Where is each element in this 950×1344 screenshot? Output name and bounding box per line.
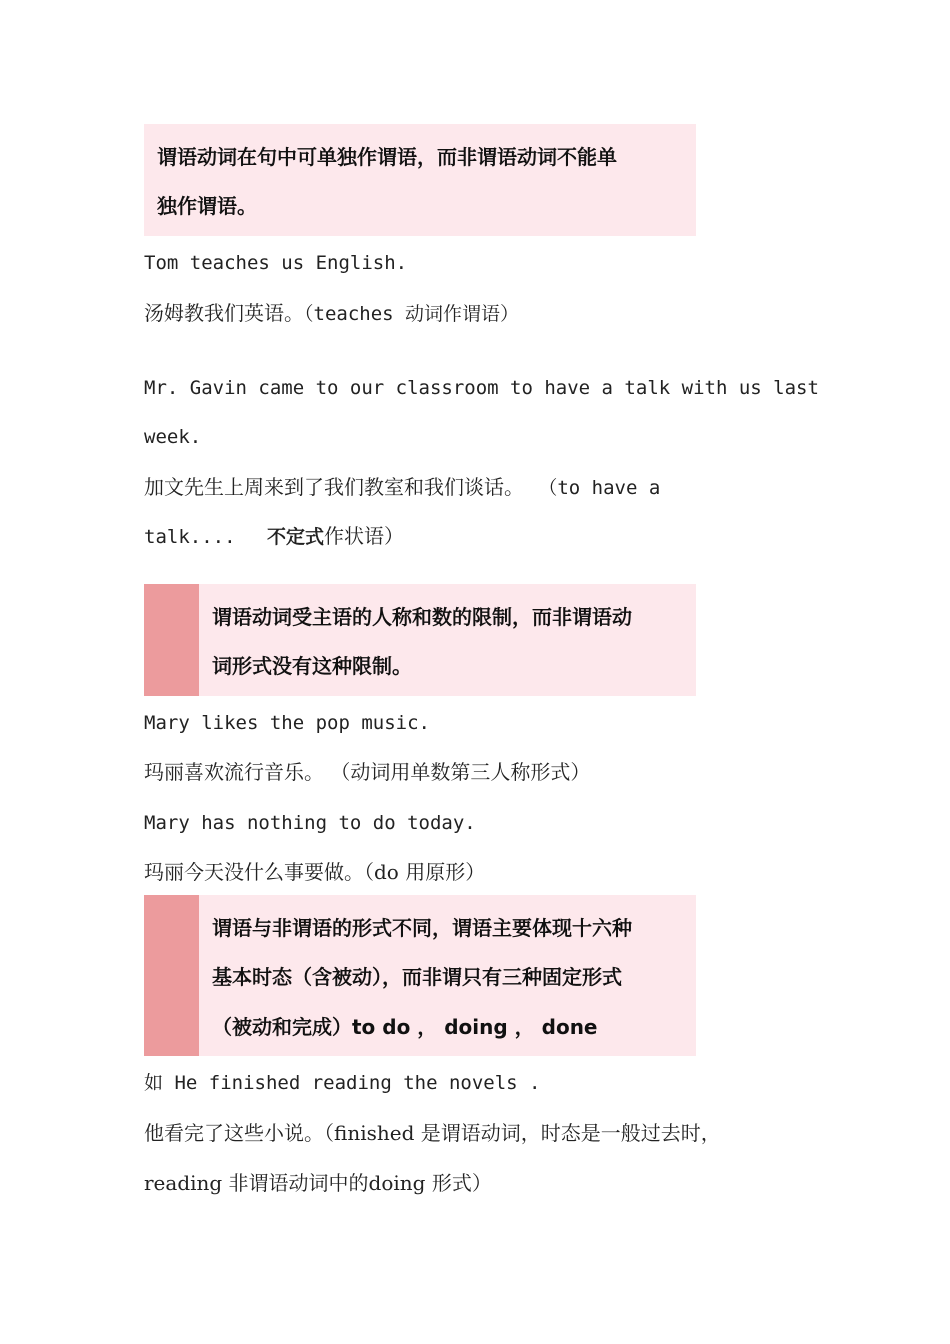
rule-1-line-1: 谓语动词在句中可单独作谓语，而非谓语动词不能单 bbox=[157, 145, 617, 169]
example-2-chinese-text: 加文先生上周来到了我们教室和我们谈话。 bbox=[144, 475, 524, 499]
example-2-note-bold: 不定式 bbox=[266, 526, 324, 548]
example-2-note-start: （to have a bbox=[538, 477, 661, 499]
example-2-english-line-1: Mr. Gavin came to our classroom to have a talk with us last bbox=[144, 377, 819, 399]
rule-3-line-2: 基本时态（含被动），而非谓只有三种固定形式 bbox=[212, 965, 622, 989]
rule-3-line-1: 谓语与非谓语的形式不同，谓语主要体现十六种 bbox=[212, 916, 632, 940]
example-2-chinese-line-2 bbox=[144, 521, 404, 552]
rule-3-line-3: （被动和完成）to do ， doing ， done bbox=[212, 1015, 598, 1039]
example-1-chinese-text: 汤姆教我们英语。 bbox=[144, 301, 304, 325]
accent-bar bbox=[144, 584, 199, 696]
example-5-english: 如 He finished reading the novels . bbox=[144, 1072, 541, 1094]
accent-bar bbox=[144, 895, 199, 1056]
example-2-note-end: 作状语） bbox=[323, 524, 404, 548]
example-1-english: Tom teaches us English. bbox=[144, 252, 408, 274]
example-1-note: （teaches 动词作谓语） bbox=[304, 303, 520, 325]
rule-2-line-2: 词形式没有这种限制。 bbox=[212, 654, 412, 678]
example-4-english: Mary has nothing to do today. bbox=[144, 812, 476, 834]
example-3-chinese: 玛丽喜欢流行音乐。 （动词用单数第三人称形式） bbox=[144, 760, 591, 784]
example-2-english-line-2: week. bbox=[144, 426, 202, 448]
example-3-english: Mary likes the pop music. bbox=[144, 712, 430, 734]
example-5-chinese-line-1: 他看完了这些小说。（finished 是谓语动词，时态是一般过去时， bbox=[144, 1121, 721, 1145]
highlight-box-rule-1 bbox=[144, 124, 696, 236]
rule-1-line-2: 独作谓语。 bbox=[157, 194, 257, 218]
example-5-chinese-line-2: reading 非谓语动词中的doing 形式） bbox=[144, 1171, 492, 1195]
example-4-chinese: 玛丽今天没什么事要做。（do 用原形） bbox=[144, 860, 486, 884]
highlight-box-rule-3 bbox=[144, 895, 696, 1056]
example-2-chinese-line-1 bbox=[144, 472, 660, 503]
highlight-box-rule-2 bbox=[144, 584, 696, 696]
example-2-note-phrase: talk.... bbox=[144, 526, 236, 548]
rule-2-line-1: 谓语动词受主语的人称和数的限制，而非谓语动 bbox=[212, 605, 632, 629]
example-1-chinese bbox=[144, 298, 519, 329]
